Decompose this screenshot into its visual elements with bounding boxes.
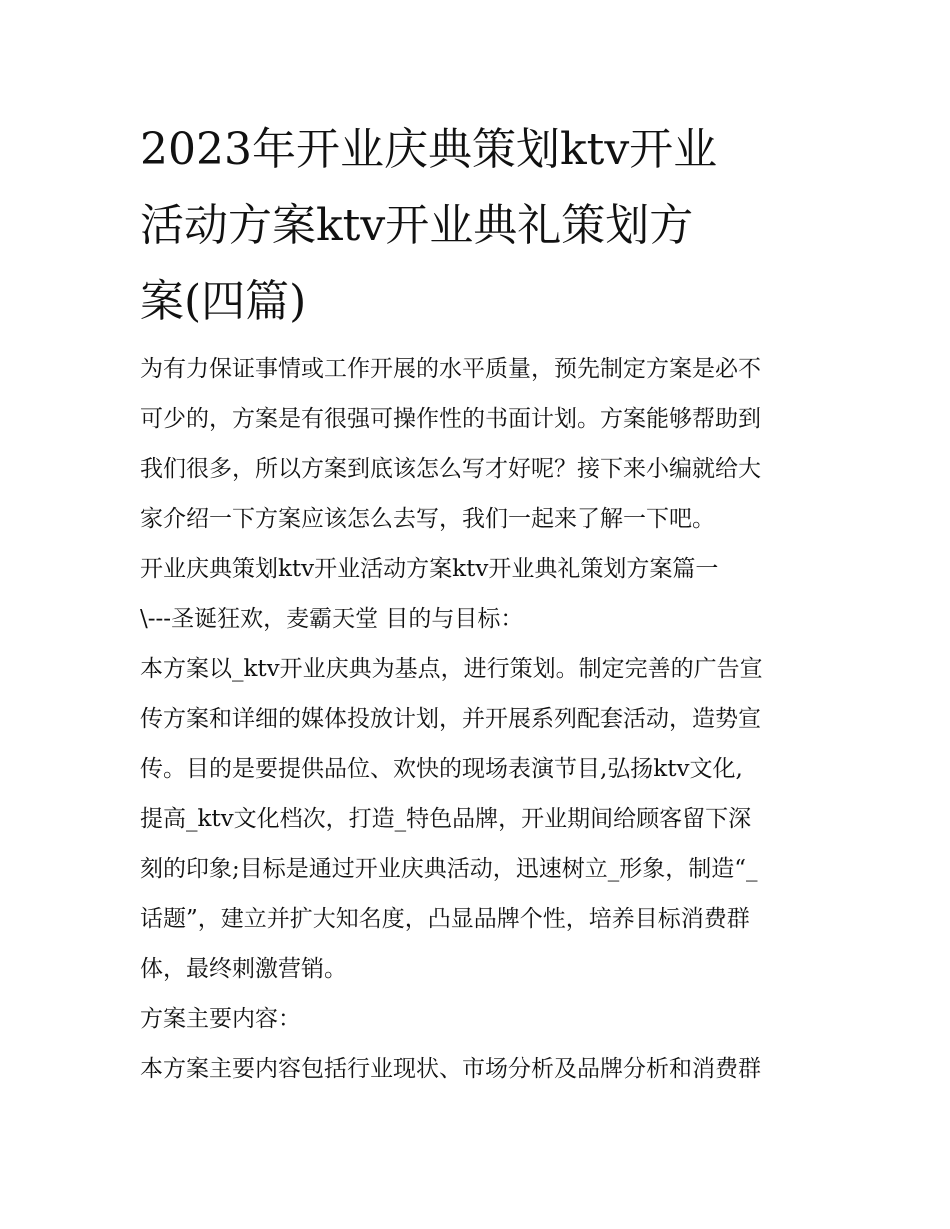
body-line: 话题”，建立并扩大知名度，凸显品牌个性，培养目标消费群 <box>140 906 750 932</box>
body-line: 我们很多，所以方案到底该怎么写才好呢？接下来小编就给大 <box>140 456 761 482</box>
body-line: 家介绍一下方案应该怎么去写，我们一起来了解一下吧。 <box>140 506 715 532</box>
body-line: 可少的，方案是有很强可操作性的书面计划。方案能够帮助到 <box>140 406 761 432</box>
body-line: 方案主要内容： <box>140 1006 301 1032</box>
section-heading-line: 开业庆典策划ktv开业活动方案ktv开业典礼策划方案篇一 <box>140 556 719 582</box>
document-content <box>140 112 812 1094</box>
document-body <box>140 344 812 1094</box>
body-line: 刻的印象;目标是通过开业庆典活动，迅速树立_形象，制造“_ <box>140 856 758 882</box>
body-line: 传方案和详细的媒体投放计划，并开展系列配套活动，造势宣 <box>140 706 761 732</box>
title-line: 案(四篇) <box>140 276 307 327</box>
body-line: 体，最终刺激营销。 <box>140 956 347 982</box>
body-line: 本方案主要内容包括行业现状、市场分析及品牌分析和消费群 <box>140 1056 761 1082</box>
body-line: 传。目的是要提供品位、欢快的现场表演节目,弘扬ktv文化, <box>140 756 743 782</box>
body-line: \---圣诞狂欢，麦霸天堂 目的与目标： <box>140 606 524 632</box>
title-line: 2023年开业庆典策划ktv开业 <box>140 124 718 175</box>
body-line: 提高_ktv文化档次，打造_特色品牌，开业期间给顾客留下深 <box>140 806 752 832</box>
body-line: 本方案以_ktv开业庆典为基点，进行策划。制定完善的广告宣 <box>140 656 763 682</box>
body-line: 为有力保证事情或工作开展的水平质量，预先制定方案是必不 <box>140 356 761 382</box>
title-line: 活动方案ktv开业典礼策划方 <box>140 200 694 251</box>
document-title <box>140 112 812 340</box>
